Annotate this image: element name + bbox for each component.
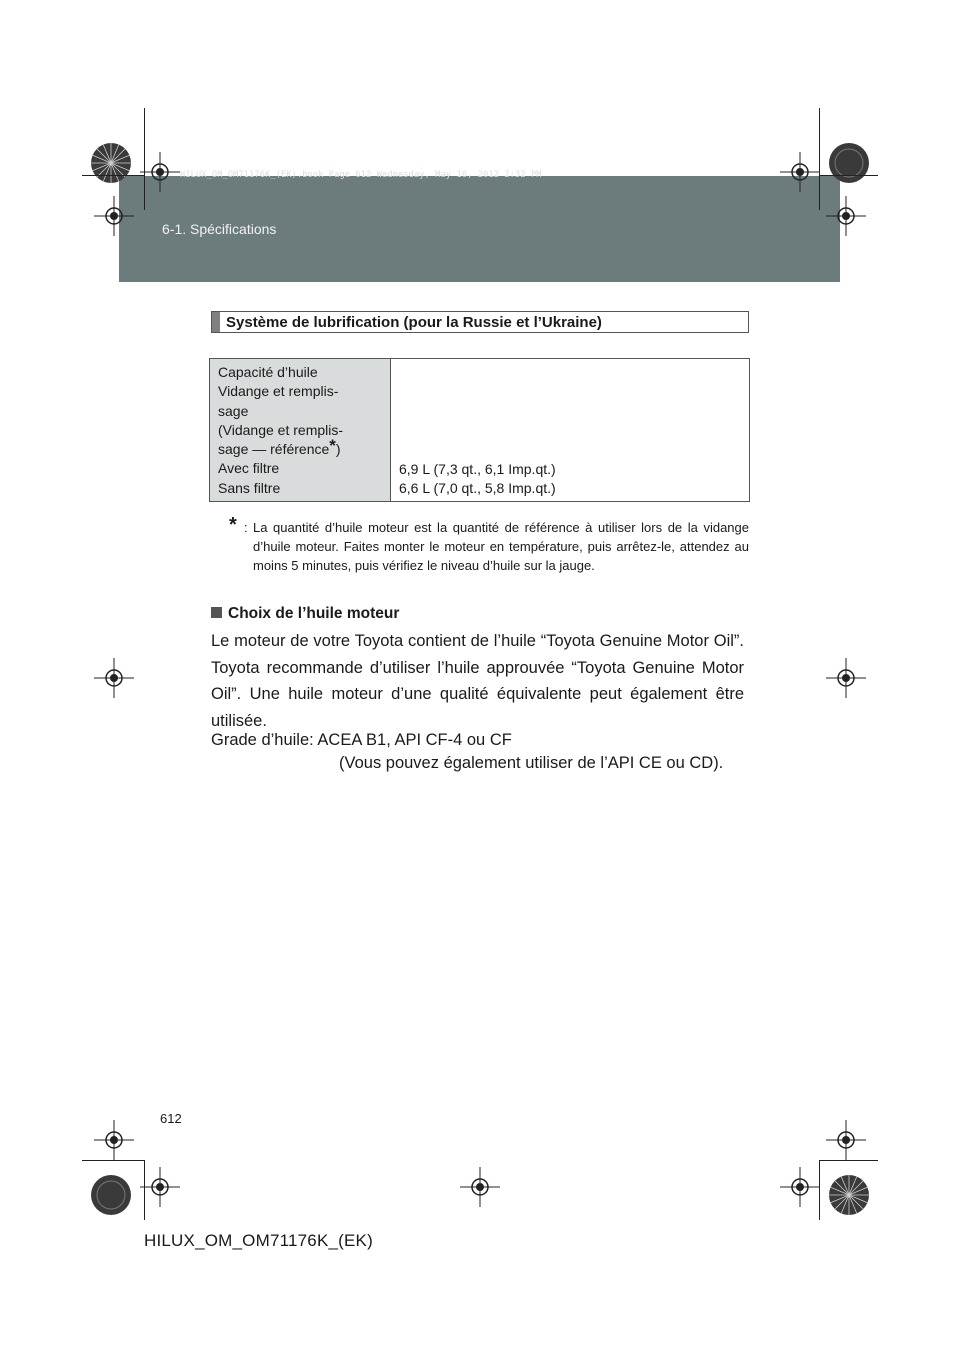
section-heading-text: Système de lubrification (pour la Russie et l’Ukraine) [226,314,602,331]
footnote-text: La quantité d’huile moteur est la quantité de référence à utiliser lors de la vidange d’huile moteur. Faites monter le moteur en température, puis arrêtez-le, attendez au moins 5 minutes, puis vérifiez le niveau d’huile sur la jauge. [253,520,749,573]
oil-grade-note: (Vous pouvez également utiliser de l’API CE ou CD). [339,754,724,772]
crop-line [144,108,145,210]
spec-label-line: sage [218,402,249,419]
footnote-star: * [229,514,237,536]
registration-mark-icon [780,1167,820,1207]
spec-table [209,358,750,502]
heading-bar [212,312,220,332]
crop-line [820,175,878,176]
ref-suffix: ) [335,441,341,458]
ref-star: * [329,436,336,456]
ref-prefix: sage — référence [218,441,330,458]
subheading [211,605,399,623]
crop-line [82,1160,144,1161]
starburst-mark-icon [827,1173,871,1217]
registration-mark-icon [94,658,134,698]
spec-label-line: (Vidange et remplis- [218,421,344,438]
registration-mark-icon [780,152,820,192]
spec-label-line: Vidange et remplis- [218,383,339,400]
doc-code: HILUX_OM_OM71176K_(EK) [144,1231,373,1250]
crop-line [820,1160,878,1161]
crop-line [144,1160,145,1220]
footnote [229,514,749,575]
section-label: 6-1. Spécifications [162,221,277,237]
spec-value-sans: 6,6 L (7,0 qt., 5,8 Imp.qt.) [399,480,556,496]
registration-mark-icon [140,152,180,192]
crop-line [819,1160,820,1220]
spec-label-ref-line [218,436,390,459]
crop-line [82,175,144,176]
spec-label-line: Capacité d’huile [218,364,318,380]
starburst-mark-icon [89,141,133,185]
spec-label-avec: Avec filtre [218,460,280,477]
oil-grade-line: Grade d’huile: ACEA B1, API CF-4 ou CF [211,731,512,749]
starburst-mark-icon [827,141,871,185]
spec-value-avec: 6,9 L (7,3 qt., 6,1 Imp.qt.) [399,461,556,477]
registration-mark-icon [826,1120,866,1160]
starburst-mark-icon [89,1173,133,1217]
book-stamp: HILUX_OM_OM71176K_(EK).book Page 612 Wednesday, May 16, 2012 2:32 PM [180,170,542,180]
registration-mark-icon [826,196,866,236]
page-number: 612 [160,1111,182,1126]
registration-mark-icon [140,1167,180,1207]
registration-mark-icon [94,1120,134,1160]
crop-line [819,108,820,210]
registration-mark-icon [460,1167,500,1207]
section-heading [211,311,749,333]
square-bullet-icon [211,607,222,618]
subheading-text: Choix de l’huile moteur [228,605,400,622]
spec-label-cell [210,359,391,501]
spec-label-sans: Sans filtre [218,479,281,496]
registration-mark-icon [94,196,134,236]
registration-mark-icon [826,658,866,698]
spec-value-cell [391,359,749,501]
body-paragraph: Le moteur de votre Toyota contient de l’huile “Toyota Genuine Motor Oil”. Toyota recommande d’utiliser l’huile approuvée “Toyota Genuine Motor Oil”. Une huile moteur d’une qualité équivalente peut également être utilisée. [211,632,744,730]
footnote-colon: : [244,520,248,535]
